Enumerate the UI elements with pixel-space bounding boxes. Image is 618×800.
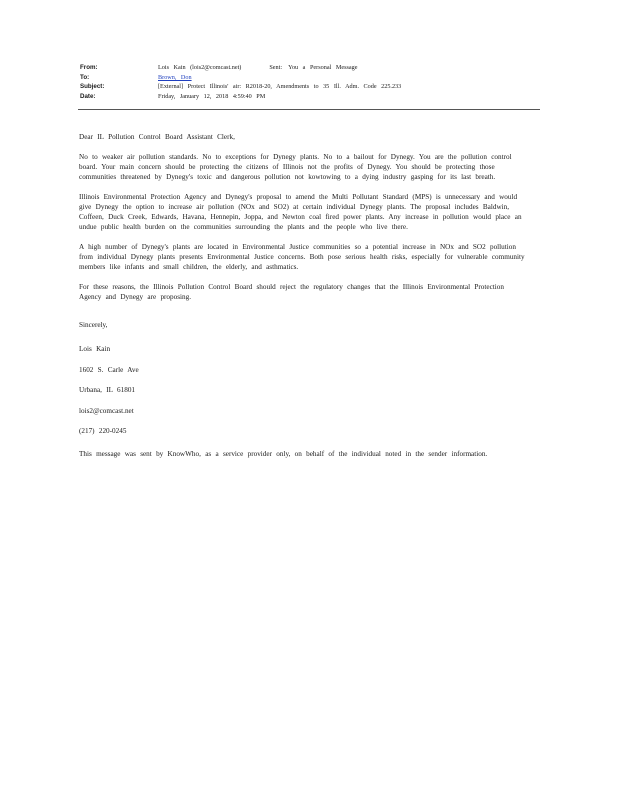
from-value: Lois Kain (lois2@comcast.net) (158, 64, 242, 71)
to-recipient-link[interactable]: Brown, Don (158, 73, 192, 81)
from-label: From: (80, 64, 98, 71)
to-row (80, 73, 540, 83)
subject-row (80, 82, 540, 92)
paragraph-1: No to weaker air pollution standards. No to exceptions for Dynegy plants. No to a bailout for Dynegy. You are the pollution control board. Your main concern should be protecting the citizens of Illinois not the profits of Dynegy. You should be protecting those communities threatened by Dynegy's toxic and dangerous pollution not kowtowing to a dying industry gasping for its last breath. (79, 153, 512, 181)
date-value: Friday, January 12, 2018 4:59:40 PM (158, 92, 266, 100)
signature-phone: (217) 220-0245 (79, 427, 127, 435)
signature-street: 1602 S. Carle Ave (79, 365, 139, 374)
email-body (79, 132, 527, 469)
paragraph-2: Illinois Environmental Protection Agency and Dynegy's proposal to amend the Multi Pollutant Standard (MPS) is unnecessary and would give Dynegy the option to increase air pollution (NOx and SO2) at certain individual Dynegy plants. The proposal includes Baldwin, Coffeen, Duck Creek, Edwards, Havana, Hennepin, Joppa, and Newton coal fired power plants. Any increase in pollution would place an undue public health burden on the communities surrounding the plants and the people who live there. (79, 193, 522, 231)
closing: Sincerely, (79, 321, 108, 329)
paragraph-3: A high number of Dynegy's plants are located in Environmental Justice communities so a potential increase in NOx and SO2 pollution from individual Dynegy plants presents Environmental Justice concerns. Both pose serious health risks, especially for vulnerable community members like infants and small children, the elderly, and asthmatics. (79, 243, 525, 271)
from-row (80, 63, 540, 73)
signature-city: Urbana, IL 61801 (79, 386, 136, 394)
header-divider (78, 109, 540, 110)
date-row (80, 92, 540, 102)
salutation: Dear IL Pollution Control Board Assistant Clerk, (79, 133, 235, 141)
signature-email: lois2@comcast.net (79, 406, 134, 415)
sent-value: You a Personal Message (288, 64, 358, 71)
to-label: To: (80, 73, 90, 81)
email-header (80, 63, 540, 101)
date-label: Date: (80, 92, 96, 100)
signature-name: Lois Kain (79, 345, 111, 353)
sender-disclaimer: This message was sent by KnowWho, as a service provider only, on behalf of the individual noted in the sender information. (79, 449, 488, 458)
subject-value: [External] Protect Illinois' air: R2018-20, Amendments to 35 Ill. Adm. Code 225.233 (158, 83, 402, 90)
subject-label: Subject: (80, 83, 105, 90)
paragraph-4: For these reasons, the Illinois Pollution Control Board should reject the regulatory changes that the Illinois Environmental Protection Agency and Dynegy are proposing. (79, 283, 504, 301)
sent-label: Sent: (269, 64, 283, 71)
